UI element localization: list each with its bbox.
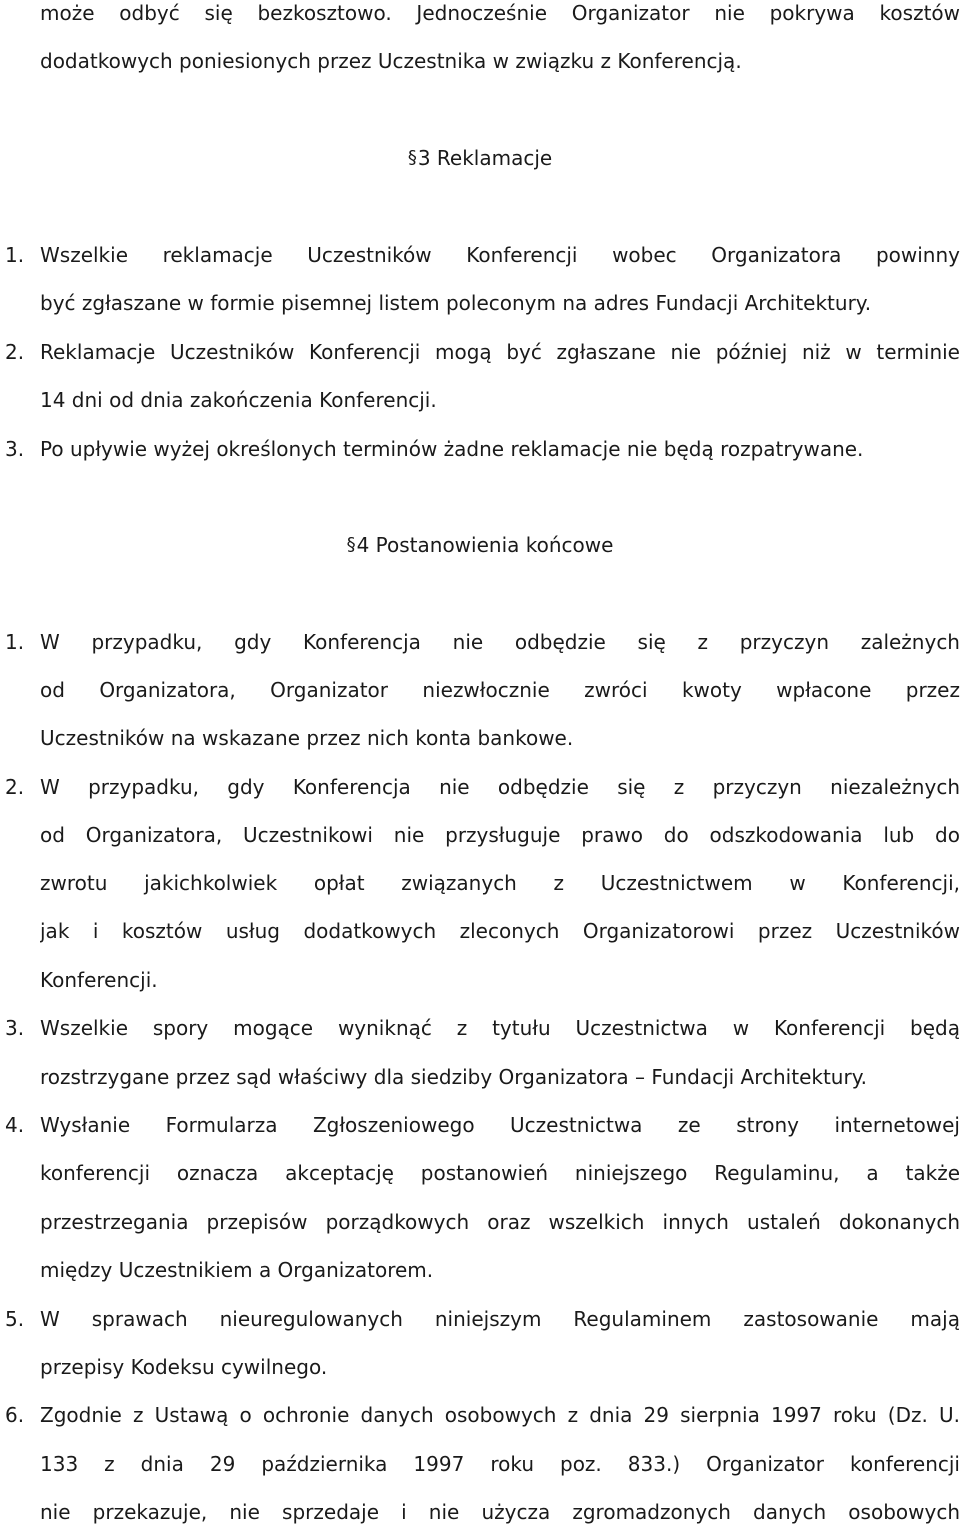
list-item-line: W sprawach nieuregulowanych niniejszym Regulaminem zastosowanie mają [40,1307,960,1331]
list-item-line: Konferencji. [40,968,158,992]
list-item-line: Zgodnie z Ustawą o ochronie danych osobowych z dnia 29 sierpnia 1997 roku (Dz. U. [40,1403,960,1427]
list-number: 1. [5,243,25,267]
intro-line: dodatkowych poniesionych przez Uczestnika w związku z Konferencją. [40,49,742,73]
list-item-line: przestrzegania przepisów porządkowych oraz wszelkich innych ustaleń dokonanych [40,1210,960,1234]
list-item-line: zwrotu jakichkolwiek opłat związanych z Uczestnictwem w Konferencji, [40,871,960,895]
list-number: 2. [5,340,25,364]
list-number: 6. [5,1403,25,1427]
section-title: 3 Reklamacje [417,146,553,170]
list-item-line: Reklamacje Uczestników Konferencji mogą być zgłaszane nie później niż w terminie [40,340,960,364]
section-symbol: § [407,147,417,168]
section-symbol: § [346,534,356,555]
list-number: 5. [5,1307,25,1331]
list-item-line: Wszelkie reklamacje Uczestników Konferencji wobec Organizatora powinny [40,243,960,267]
list-item-line: W przypadku, gdy Konferencja nie odbędzie się z przyczyn zależnych [40,630,960,654]
list-item-line: konferencji oznacza akceptację postanowień niniejszego Regulaminu, a także [40,1161,960,1185]
list-item-line: od Organizatora, Uczestnikowi nie przysługuje prawo do odszkodowania lub do [40,823,960,847]
list-item-line: między Uczestnikiem a Organizatorem. [40,1258,434,1282]
list-number: 2. [5,775,25,799]
list-item-line: Uczestników na wskazane przez nich konta bankowe. [40,726,574,750]
list-item-line: 14 dni od dnia zakończenia Konferencji. [40,388,437,412]
section-title: 4 Postanowienia końcowe [356,533,614,557]
list-item-line: W przypadku, gdy Konferencja nie odbędzie się z przyczyn niezależnych [40,775,960,799]
list-item-line: Wszelkie spory mogące wyniknąć z tytułu Uczestnictwa w Konferencji będą [40,1016,960,1040]
list-item-line: od Organizatora, Organizator niezwłocznie zwróci kwoty wpłacone przez [40,678,960,702]
list-item-line: rozstrzygane przez sąd właściwy dla siedziby Organizatora – Fundacji Architektury. [40,1065,868,1089]
list-item-line: Po upływie wyżej określonych terminów żadne reklamacje nie będą rozpatrywane. [40,437,864,461]
list-item-line: jak i kosztów usług dodatkowych zleconych Organizatorowi przez Uczestników [40,919,960,943]
list-number: 3. [5,437,25,461]
section-heading-postanowienia [0,530,960,560]
list-number: 3. [5,1016,25,1040]
list-item-line: Wysłanie Formularza Zgłoszeniowego Uczestnictwa ze strony internetowej [40,1113,960,1137]
section-heading-reklamacje [0,143,960,173]
list-item-line: przepisy Kodeksu cywilnego. [40,1355,328,1379]
intro-line: może odbyć się bezkosztowo. Jednocześnie Organizator nie pokrywa kosztów [40,1,960,25]
list-item-line: być zgłaszane w formie pisemnej listem poleconym na adres Fundacji Architektury. [40,291,872,315]
list-item-line: 133 z dnia 29 października 1997 roku poz. 833.) Organizator konferencji [40,1452,960,1476]
list-number: 1. [5,630,25,654]
list-number: 4. [5,1113,25,1137]
list-item-line: nie przekazuje, nie sprzedaje i nie użycza zgromadzonych danych osobowych [40,1500,960,1524]
